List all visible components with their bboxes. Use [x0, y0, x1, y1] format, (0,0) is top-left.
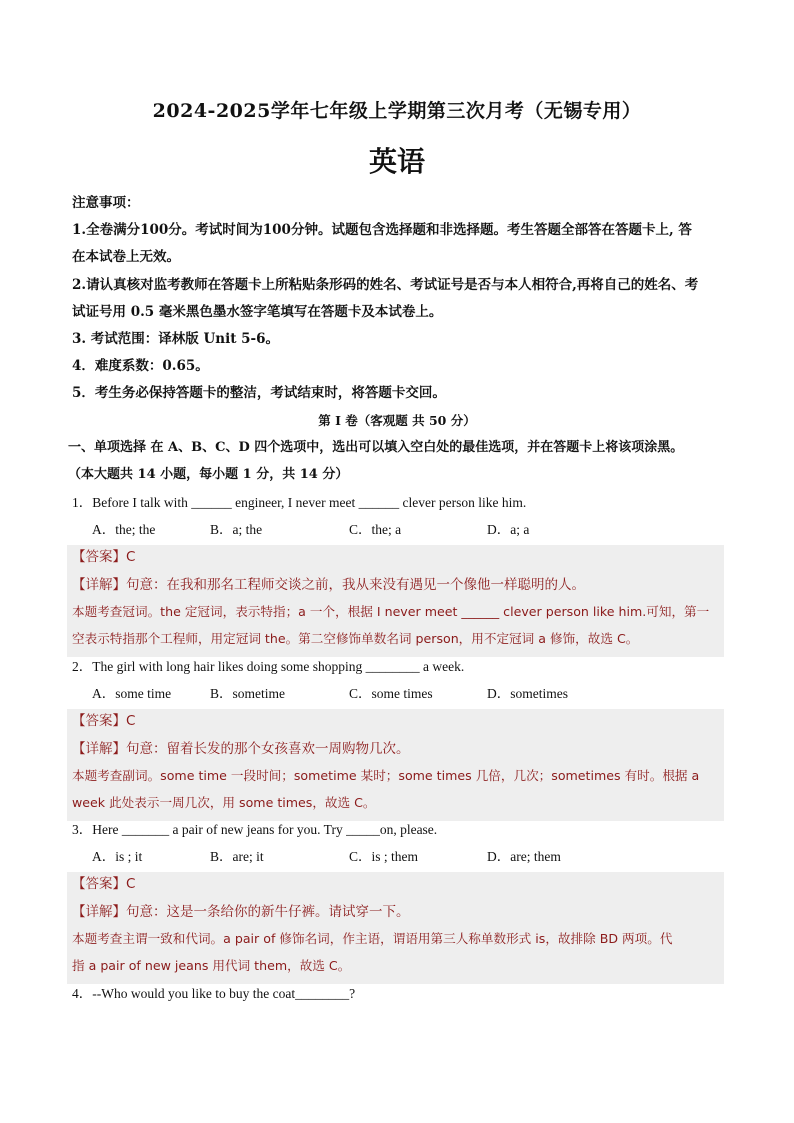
notice-heading: 注意事项： — [72, 195, 140, 211]
explain-line: 【详解】句意：这是一条给你的新牛仔裤。请试穿一下。 — [72, 904, 410, 920]
option-b: B．sometime — [210, 686, 285, 701]
explain-line: 空表示特指那个工程师，用定冠词 the。第二空修饰单数名词 person，用不定冠词 a 修饰，故选 C。 — [72, 631, 639, 646]
explain-line: week 此处表示一周几次，用 some times，故选 C。 — [72, 795, 376, 810]
explain-line: 【详解】句意：在我和那名工程师交谈之前，我从来没有遇见一个像他一样聪明的人。 — [72, 577, 585, 593]
notice-line: 1.全卷满分100分。考试时间为100分钟。试题包含选择题和非选择题。考生答题全部答在答题卡上, 答 — [72, 222, 692, 238]
answer-label: 【答案】C — [72, 876, 136, 892]
notice-line: 3. 考试范围：译林版 Unit 5-6。 — [72, 331, 280, 347]
option-d: D．are; them — [487, 849, 561, 864]
notice-line: 4．难度系数：0.65。 — [72, 358, 209, 374]
option-d: D．sometimes — [487, 686, 568, 701]
notice-line: 在本试卷上无效。 — [72, 249, 180, 265]
explain-line: 【详解】句意：留着长发的那个女孩喜欢一周购物几次。 — [72, 741, 410, 757]
exam-title: 2024-2025学年七年级上学期第三次月考（无锡专用） — [152, 100, 642, 122]
option-a: A．is ; it — [92, 849, 143, 864]
option-c: C．some times — [349, 686, 433, 701]
option-c: C．is ; them — [349, 849, 419, 864]
answer-label: 【答案】C — [72, 549, 136, 565]
explain-line: 本题考查副词。some time 一段时间；sometime 某时；some times 几倍，几次；sometimes 有时。根据 a — [72, 768, 700, 783]
option-b: B．are; it — [210, 849, 264, 864]
answer-label: 【答案】C — [72, 713, 136, 729]
explain-line: 本题考查冠词。the 定冠词，表示特指；a 一个，根据 I never meet ______ clever person like him.可知，第一 — [72, 604, 710, 619]
option-c: C．the; a — [349, 522, 402, 537]
option-a: A．the; the — [92, 522, 156, 537]
part-title: 一、单项选择 在 A、B、C、D 四个选项中，选出可以填入空白处的最佳选项，并在答题卡上将该项涂黑。 — [68, 440, 684, 455]
option-d: D．a; a — [487, 522, 530, 537]
explain-line: 指 a pair of new jeans 用代词 them，故选 C。 — [72, 958, 351, 973]
notice-line: 5．考生务必保持答题卡的整洁，考试结束时，将答题卡交回。 — [72, 385, 446, 401]
explain-line: 本题考查主谓一致和代词。a pair of 修饰名词，作主语，谓语用第三人称单数形式 is，故排除 BD 两项。代 — [72, 931, 673, 946]
option-b: B．a; the — [210, 522, 263, 537]
exam-subject: 英语 — [368, 145, 425, 178]
question-stem: 2．The girl with long hair likes doing some shopping ________ a week. — [72, 659, 465, 674]
part-note: （本大题共 14 小题，每小题 1 分，共 14 分） — [68, 467, 349, 482]
section-title: 第 I 卷（客观题 共 50 分） — [318, 413, 476, 428]
question-stem: 3．Here _______ a pair of new jeans for you. Try _____on, please. — [72, 822, 438, 837]
notice-line: 试证号用 0.5 毫米黑色墨水签字笔填写在答题卡及本试卷上。 — [72, 304, 443, 320]
option-a: A．some time — [92, 686, 172, 701]
question-stem: 1．Before I talk with ______ engineer, I never meet ______ clever person like him. — [72, 495, 527, 510]
question-stem: 4．--Who would you like to buy the coat________? — [72, 986, 356, 1001]
notice-line: 2.请认真核对监考教师在答题卡上所粘贴条形码的姓名、考试证号是否与本人相符合,再将自己的姓名、考 — [72, 277, 699, 293]
